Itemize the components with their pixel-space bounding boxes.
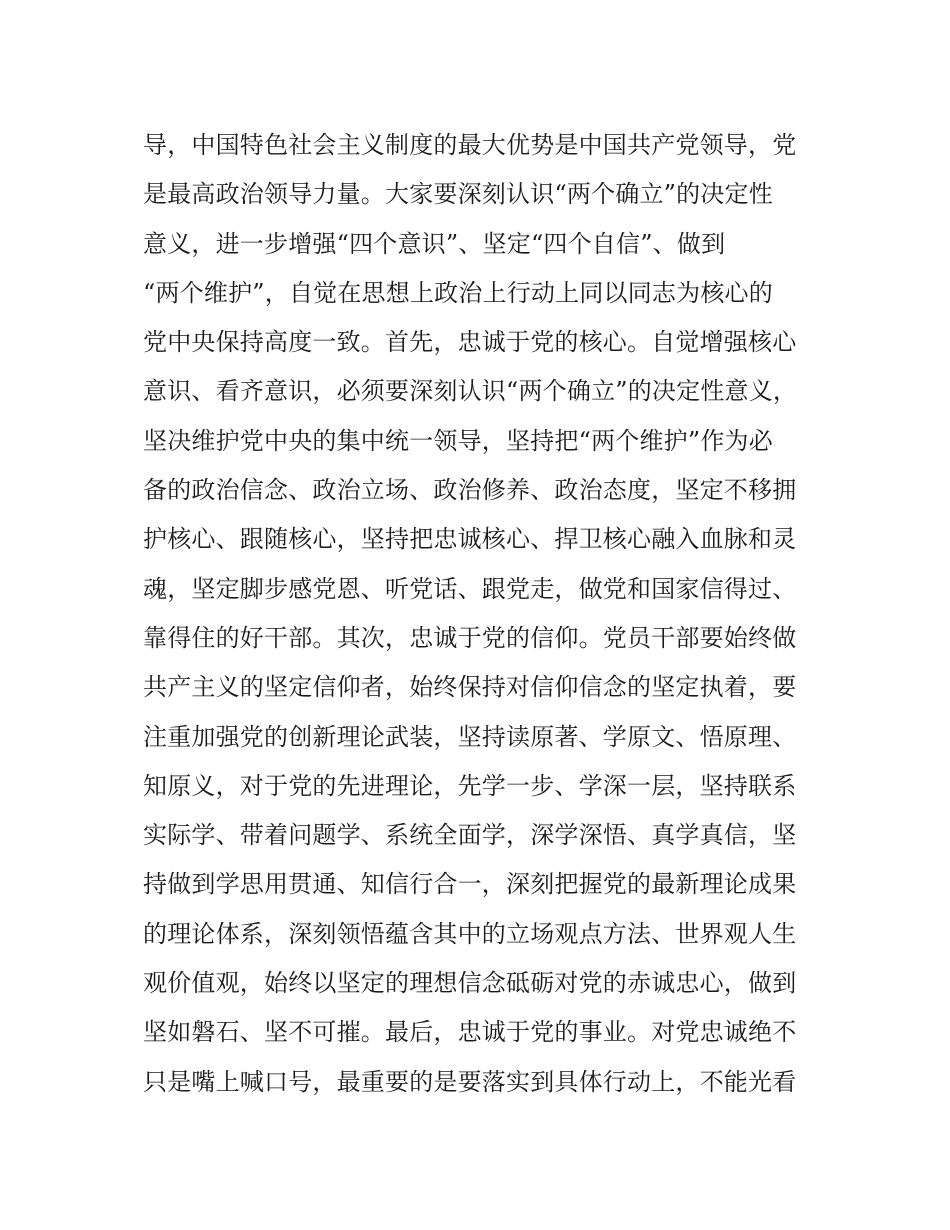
text-line: 只是嘴上喊口号，最重要的是要落实到具体行动上，不能光看 xyxy=(143,1067,797,1096)
text-line: 意义，进一步增强“四个意识”、坚定“四个自信”、做到 xyxy=(143,229,726,258)
text-line: 是最高政治领导力量。大家要深刻认识“两个确立”的决定性 xyxy=(143,180,773,209)
body-paragraph xyxy=(143,121,843,1107)
text-line: 知原义，对于党的先进理论，先学一步、学深一层，坚持联系 xyxy=(143,771,797,800)
text-line: 注重加强党的创新理论武装，坚持读原著、学原文、悟原理、 xyxy=(143,722,797,751)
text-line: 护核心、跟随核心，坚持把忠诚核心、捍卫核心融入血脉和灵 xyxy=(143,525,797,554)
text-line: “两个维护”，自觉在思想上政治上行动上同以同志为核心的 xyxy=(143,278,773,307)
text-line: 导，中国特色社会主义制度的最大优势是中国共产党领导，党 xyxy=(143,131,797,159)
text-line: 持做到学思用贯通、知信行合一，深刻把握党的最新理论成果 xyxy=(143,870,797,899)
text-line: 实际学、带着问题学、系统全面学，深学深悟、真学真信，坚 xyxy=(143,821,797,850)
text-line: 意识、看齐意识，必须要深刻认识“两个确立”的决定性意义， xyxy=(143,377,798,406)
text-line: 观价值观，始终以坚定的理想信念砥砺对党的赤诚忠心，做到 xyxy=(143,969,797,998)
text-line: 靠得住的好干部。其次，忠诚于党的信仰。党员干部要始终做 xyxy=(143,623,797,652)
text-line: 的理论体系，深刻领悟蕴含其中的立场观点方法、世界观人生 xyxy=(143,919,797,948)
text-line: 共产主义的坚定信仰者，始终保持对信仰信念的坚定执着，要 xyxy=(143,673,797,702)
text-line: 魂，坚定脚步感党恩、听党话、跟党走，做党和国家信得过、 xyxy=(143,574,797,603)
text-line: 备的政治信念、政治立场、政治修养、政治态度，坚定不移拥 xyxy=(143,476,797,505)
text-line: 坚决维护党中央的集中统一领导，坚持把“两个维护”作为必 xyxy=(143,426,773,455)
text-line: 党中央保持高度一致。首先，忠诚于党的核心。自觉增强核心 xyxy=(143,328,797,357)
text-line: 坚如磐石、坚不可摧。最后，忠诚于党的事业。对党忠诚绝不 xyxy=(143,1018,797,1047)
